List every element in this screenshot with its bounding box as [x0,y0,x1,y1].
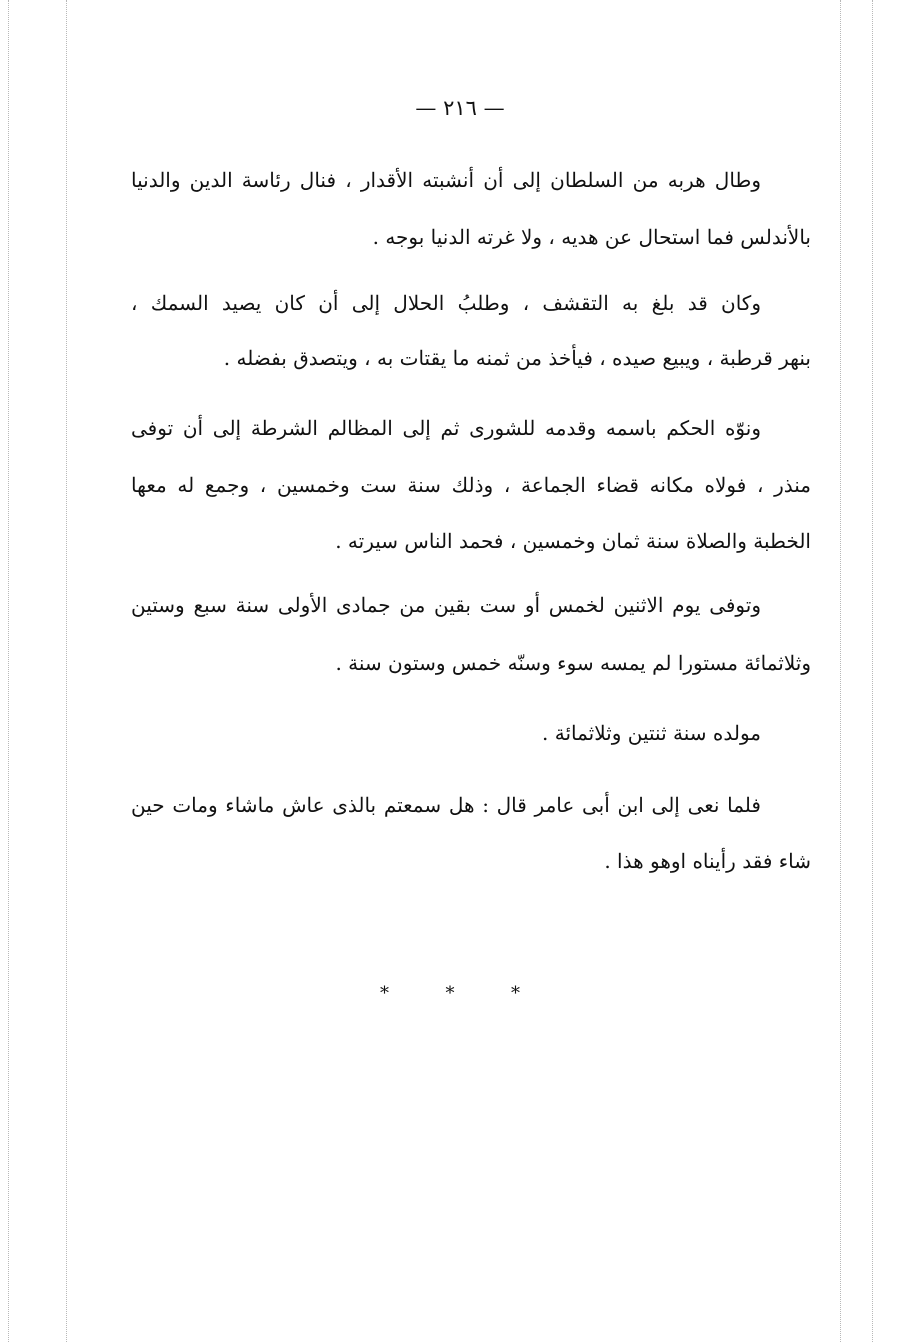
paragraph-6-line-1: فلما نعى إلى ابن أبى عامر قال : هل سمعتم بالذى عاش ماشاء ومات حين [131,793,761,817]
scan-edge-line [8,0,9,1342]
ornament-star: * [380,983,389,1004]
paragraph-2-line-2: بنهر قرطبة ، ويبيع صيده ، فيأخذ من ثمنه ما يقتات به ، ويتصدق بفضله . [223,346,811,370]
paragraph-3-line-3: الخطبة والصلاة سنة ثمان وخمسين ، فحمد الناس سيرته . [335,529,811,553]
scan-edge-line [840,0,841,1342]
scan-edge-line [66,0,67,1342]
section-ornament [380,983,520,1004]
paragraph-1-line-2: بالأندلس فما استحال عن هديه ، ولا غرته الدنيا بوجه . [372,225,811,249]
paragraph-5-line-1: مولده سنة ثنتين وثلاثمائة . [542,721,761,745]
paragraph-3-line-1: ونوّه الحكم باسمه وقدمه للشورى ثم إلى المظالم الشرطة إلى أن توفى [131,416,761,440]
ornament-star: * [511,983,520,1004]
paragraph-3-line-2: منذر ، فولاه مكانه قضاء الجماعة ، وذلك سنة ست وخمسين ، وجمع له معها [131,473,811,497]
paragraph-4-line-1: وتوفى يوم الاثنين لخمس أو ست بقين من جمادى الأولى سنة سبع وستين [131,593,761,617]
paragraph-4-line-2: وثلاثمائة مستورا لم يمسه سوء وسنّه خمس وستون سنة . [335,651,811,675]
page-number: — ٢١٦ — [415,96,505,120]
paragraph-6-line-2: شاء فقد رأيناه اوهو هذا . [604,849,811,873]
scan-edge-line [872,0,873,1342]
paragraph-2-line-1: وكان قد بلغ به التقشف ، وطلبُ الحلال إلى أن كان يصيد السمك ، [131,291,761,315]
ornament-star: * [445,983,455,1004]
paragraph-1-line-1: وطال هربه من السلطان إلى أن أنشبته الأقدار ، فنال رئاسة الدين والدنيا [131,168,761,192]
